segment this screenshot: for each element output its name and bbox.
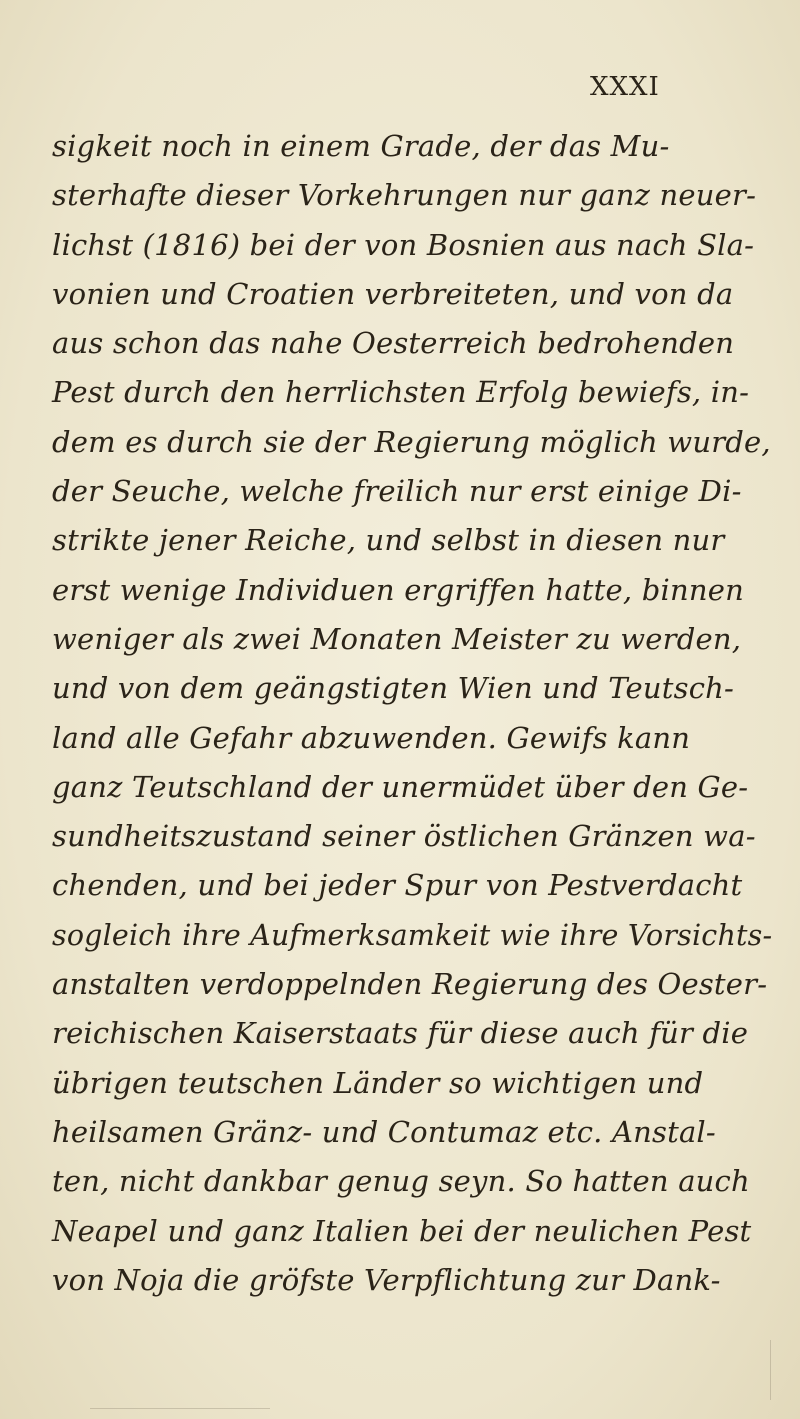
text-line: aus schon das nahe Oesterreich bedrohenden <box>52 326 735 361</box>
text-line: land alle Gefahr abzuwenden. Gewifs kann <box>52 720 691 755</box>
text-line: lichst (1816) bei der von Bosnien aus nach Sla- <box>52 227 755 262</box>
text-line: anstalten verdoppelnden Regierung des Oester- <box>52 967 768 1002</box>
text-line: chenden, und bei jeder Spur von Pestverdacht <box>52 868 743 903</box>
page-number: XXXI <box>590 72 660 102</box>
text-line: strikte jener Reiche, und selbst in diesen nur <box>52 523 725 558</box>
text-line: dem es durch sie der Regierung möglich wurde, <box>52 424 771 459</box>
text-line: sundheitszustand seiner östlichen Gränzen wa- <box>52 819 756 854</box>
text-line: Pest durch den herrlichsten Erfolg bewiefs, in- <box>52 375 750 410</box>
text-line: ganz Teutschland der unermüdet über den Ge- <box>52 769 749 804</box>
text-line: Neapel und ganz Italien bei der neulichen Pest <box>52 1213 752 1248</box>
text-line: der Seuche, welche freilich nur erst einige Di- <box>52 474 742 509</box>
paper-crease-mark <box>90 1408 270 1409</box>
text-line: reichischen Kaiserstaats für diese auch für die <box>52 1016 749 1051</box>
text-line: sterhafte dieser Vorkehrungen nur ganz neuer- <box>52 178 757 213</box>
text-line: übrigen teutschen Länder so wichtigen und <box>52 1065 704 1100</box>
paper-crease-mark <box>770 1340 771 1400</box>
text-line: sigkeit noch in einem Grade, der das Mu- <box>52 129 670 163</box>
text-line: ten, nicht dankbar genug seyn. So hatten auch <box>52 1164 750 1199</box>
text-line: heilsamen Gränz- und Contumaz etc. Anstal- <box>52 1114 716 1149</box>
text-line: von Noja die gröfste Verpflichtung zur Dank- <box>52 1262 721 1297</box>
text-line: sogleich ihre Aufmerksamkeit wie ihre Vorsichts- <box>52 917 773 952</box>
text-line: erst wenige Individuen ergriffen hatte, binnen <box>52 572 744 607</box>
body-text <box>52 122 772 1305</box>
text-line: vonien und Croatien verbreiteten, und von da <box>52 276 734 311</box>
text-line: weniger als zwei Monaten Meister zu werden, <box>52 621 742 656</box>
text-line: und von dem geängstigten Wien und Teutsch- <box>52 671 735 706</box>
